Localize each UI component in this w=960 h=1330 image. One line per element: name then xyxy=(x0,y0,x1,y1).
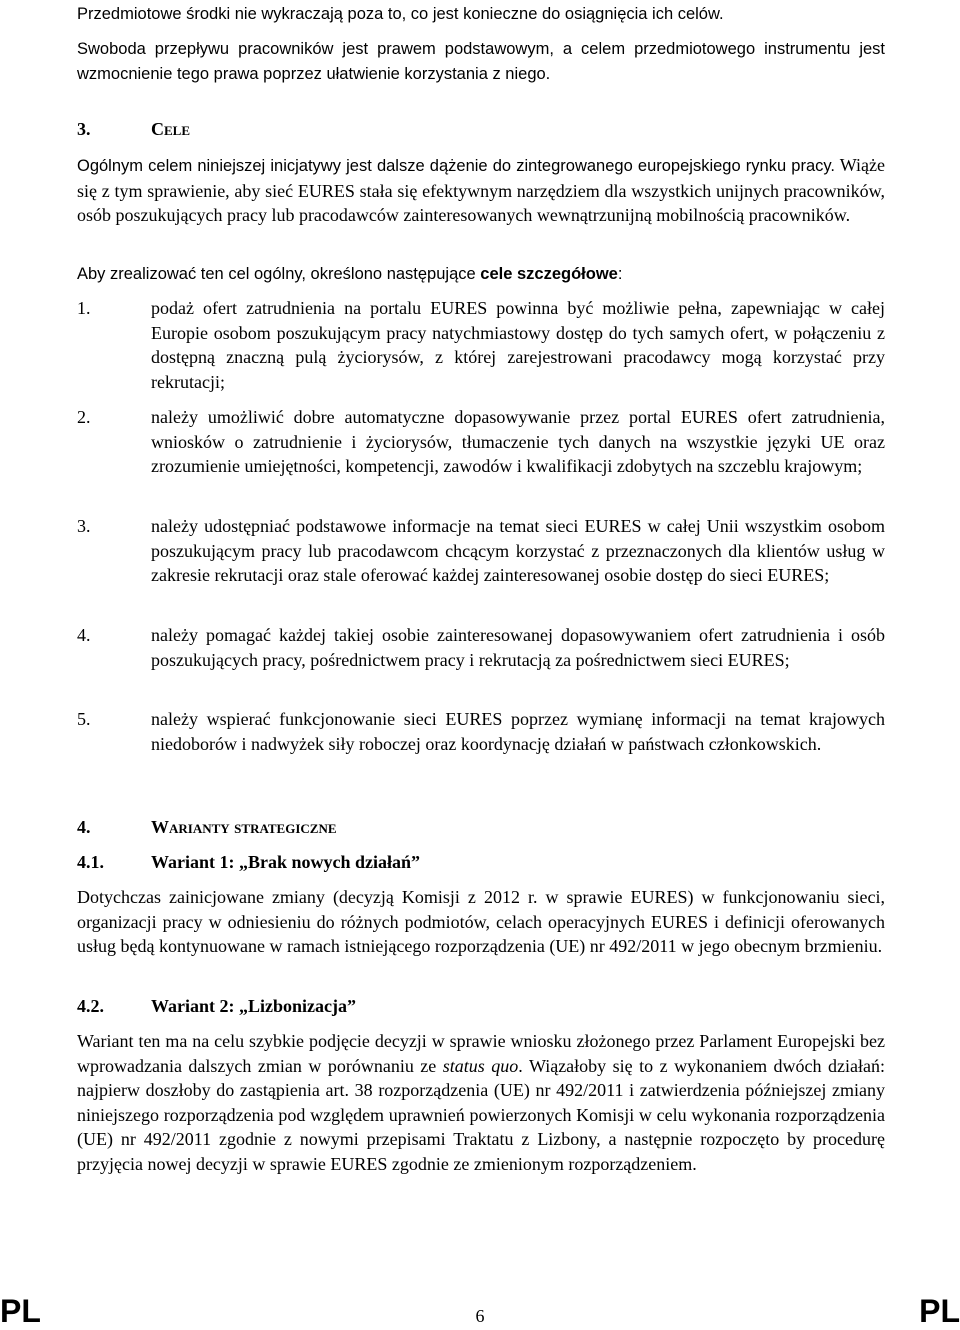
section-4-1-paragraph: Dotychczas zainicjowane zmiany (decyzją Komisji z 2012 r. w sprawie EURES) w funkcjonowaniu sieci, organizacji pracy w odniesieniu do różnych podmiotów, celach operacyjnych EURES i definicji oferowanych usług będą kontynuowane w ramach istniejącego rozporządzenia (UE) nr 492/2011 w jego obecnym brzmieniu. xyxy=(77,887,885,956)
section-3-paragraph-2 xyxy=(77,262,885,287)
intro-paragraph-2: Swoboda przepływu pracowników jest prawem podstawowym, a celem przedmiotowego instrumentu jest wzmocnienie tego prawa poprzez ułatwienie korzystania z niego. xyxy=(77,40,885,83)
list-item-number: 4. xyxy=(77,625,91,645)
section-3-number: 3. xyxy=(77,119,91,139)
list-item-text: należy wspierać funkcjonowanie sieci EURES poprzez wymianę informacji na temat krajowych niedoborów i nadwyżek siły roboczej oraz koordynację działań w państwach członkowskich. xyxy=(151,709,885,754)
footer-language-left: PL xyxy=(0,1293,41,1329)
section-3-paragraph-1-sans: Ogólnym celem niniejszej inicjatywy jest dalsze dążenie do zintegrowanego europejskiego rynku pracy. xyxy=(77,157,835,175)
section-4-2-text-b: . Wiązałoby się to z wykonaniem dwóch działań: najpierw doszłoby do zastąpienia art. 38 rozporządzenia (UE) nr 492/2011 i zatwierdzenia późniejszej zmiany niniejszego rozporządzenia pod względem uprawnień powierzonych Komisji w celu wykonania rozporządzenia (UE) nr 492/2011 zgodnie z nowymi przepisami Traktatu z Lizbony, a następnie rozpoczęto by procedurę przyjęcia nowej decyzji w sprawie EURES zgodnie ze zmienionym rozporządzeniem. xyxy=(77,1055,886,1174)
status-quo-italic: status quo xyxy=(442,1055,519,1076)
list-item-text: podaż ofert zatrudnienia na portalu EURES powinna być możliwie pełna, zapewniając w całej Europie osobom poszukującym pracy natychmiastowy dostęp do tych samych ofert, w połączeniu z dostępną znaczną pulą życiorysów, z której zarejestrowani pracodawcy mogą korzystać przy rekrutacji; xyxy=(151,298,885,392)
section-3-paragraph-2-end: : xyxy=(617,265,623,283)
section-4-heading xyxy=(77,815,337,839)
footer-language-right: PL xyxy=(919,1293,960,1329)
list-item-number: 2. xyxy=(77,407,91,427)
section-3-paragraph-2-text: Aby zrealizować ten cel ogólny, określono następujące xyxy=(77,265,476,283)
section-4-2-paragraph xyxy=(77,1029,885,1176)
section-3-paragraph-1-serif: Wiąże się z tym sprawienie, aby sieć EURES stała się efektywnym narzędziem dla wszystkich unijnych pracowników, osób poszukujących pracy lub pracodawców zainteresowanych wewnątrzunijną mobilnością pracowników. xyxy=(77,155,885,225)
list-item-number: 3. xyxy=(77,516,91,536)
list-item xyxy=(77,405,885,479)
list-item xyxy=(77,514,885,588)
section-4-1-number: 4.1. xyxy=(77,852,104,872)
page-number: 6 xyxy=(475,1306,485,1326)
specific-objectives-bold: cele szczegółowe xyxy=(480,265,618,283)
list-item-text: należy umożliwić dobre automatyczne dopasowywanie przez portal EURES ofert zatrudnienia, wniosków o zatrudnienie i życiorysów, tłumaczenie tych danych na wszystkie języki UE oraz zrozumienie umiejętności, kompetencji, zawodów i kwalifikacji zdobytych na szczeblu krajowym; xyxy=(151,407,885,476)
intro-paragraph-1: Przedmiotowe środki nie wykraczają poza to, co jest konieczne do osiągnięcia ich celów. xyxy=(77,5,724,23)
list-item-number: 1. xyxy=(77,298,91,318)
section-4-1-title: Wariant 1: „Brak nowych działań” xyxy=(151,852,421,872)
section-3-heading xyxy=(77,117,190,141)
section-4-2-text-a: Wariant ten ma na celu szybkie podjęcie decyzji w sprawie wniosku złożonego przez Parlament Europejski bez wprowadzania dalszych zmian w porównaniu ze xyxy=(77,1031,885,1076)
list-item-number: 5. xyxy=(77,709,91,729)
list-item-text: należy pomagać każdej takiej osobie zainteresowanej dopasowywaniem ofert zatrudnienia i osób poszukujących pracy, pośrednictwem pracy i rekrutacją za pośrednictwem sieci EURES; xyxy=(151,625,885,670)
list-item xyxy=(77,707,885,756)
section-4-1-heading xyxy=(77,850,420,874)
section-4-2-number: 4.2. xyxy=(77,996,104,1016)
list-item-text: należy udostępniać podstawowe informacje na temat sieci EURES w całej Unii wszystkim osobom poszukującym pracy lub pracodawcom chcącym korzystać z przeznaczonych dla klientów usług w zakresie rekrutacji oraz stale oferować każdej zainteresowanej osobie dostęp do sieci EURES; xyxy=(151,516,885,585)
section-4-2-title: Wariant 2: „Lizbonizacja” xyxy=(151,996,356,1016)
list-item xyxy=(77,296,885,394)
section-4-title: Warianty strategiczne xyxy=(151,817,337,837)
section-4-number: 4. xyxy=(77,817,91,837)
section-3-title: Cele xyxy=(151,119,191,139)
list-item xyxy=(77,623,885,672)
section-4-2-heading xyxy=(77,994,356,1018)
section-3-paragraph-1 xyxy=(77,153,885,228)
